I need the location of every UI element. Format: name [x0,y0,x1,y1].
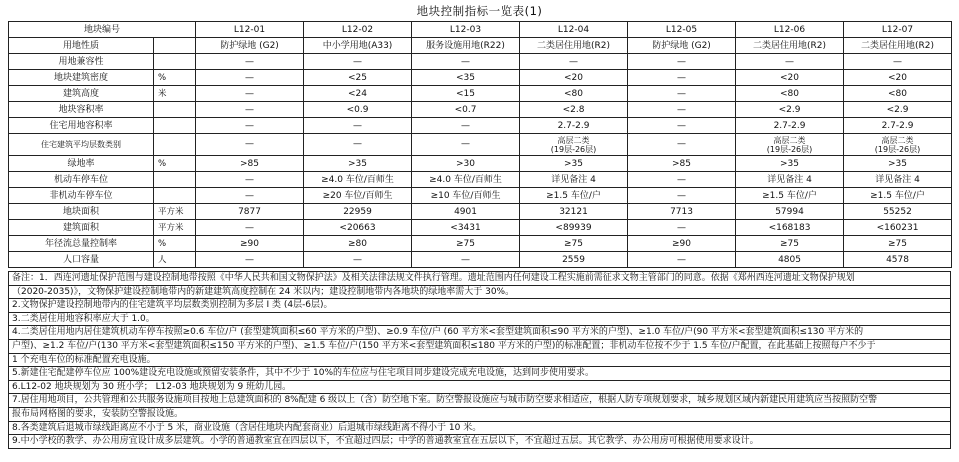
cell-value: 详见备注 4 [736,172,844,188]
cell-value: <80 [844,86,952,102]
cell-value: — [304,134,412,156]
cell-value: 55252 [844,204,952,220]
cell-value-line: 高层二类 [881,135,914,145]
note-line: 2.文物保护建设控制地带内的住宅建筑平均层数类别控制为多层 I 类 (4层-6层)。 [9,299,950,313]
cell-value: 二类居住用地(R2) [520,38,628,54]
row-label: 用地性质 [9,38,154,54]
note-line: 户型)、≥1.2 车位/户(130 平方米<套型建筑面积≤150 平方米的户型)、≥1.5 车位/户(150 平方米<套型建筑面积≤180 平方米的户型)的标准配置；非机动车位按不少于 1.5 车位/户配置，在此基础上按照每户不少于 [9,340,950,354]
cell-value: <0.7 [412,102,520,118]
cell-value: <25 [304,70,412,86]
note-line: 报布局网格图的要求，安装防空警报设施。 [9,408,950,422]
cell-value: 防护绿地 (G2) [628,38,736,54]
row-unit [154,188,196,204]
cell-value: ≥4.0 车位/百师生 [412,172,520,188]
row-unit: 人 [154,252,196,268]
cell-value-line: 高层二类 [557,135,590,145]
table-row [9,134,952,156]
table-row [9,252,952,268]
header-label: 地块编号 [9,22,196,38]
row-unit [154,38,196,54]
table-row [9,204,952,220]
cell-value: <2.9 [736,102,844,118]
header-col: L12-06 [736,22,844,38]
row-unit [154,118,196,134]
cell-value: — [628,220,736,236]
cell-value: — [196,118,304,134]
cell-value: — [628,70,736,86]
table-row [9,156,952,172]
table-row [9,118,952,134]
row-label: 地块建筑密度 [9,70,154,86]
note-line: 1 个充电车位的标准配置充电设施。 [9,354,950,368]
row-label: 非机动车停车位 [9,188,154,204]
cell-value: 详见备注 4 [844,172,952,188]
cell-value: <0.9 [304,102,412,118]
cell-value: ≥90 [628,236,736,252]
row-label: 地块容积率 [9,102,154,118]
cell-value: — [628,172,736,188]
cell-value: — [196,70,304,86]
table-row [9,102,952,118]
note-line: 9.中小学校的教学、办公用房宜设计成多层建筑。小学的普通教室宜在四层以下，不宜超过四层；中学的普通教室宜在五层以下，不宜超过五层。其它教学、办公用房可根据使用要求设计。 [12,436,759,447]
cell-value: <20 [844,70,952,86]
cell-value: — [304,54,412,70]
cell-value: — [628,102,736,118]
cell-value [520,134,628,156]
cell-value: 7877 [196,204,304,220]
cell-value: — [628,54,736,70]
cell-value: — [628,188,736,204]
note-line: 4.二类居住用地内居住建筑机动车停车按照≥0.6 车位/户 (套型建筑面积≤60 平方米的户型)、≥0.9 车位/户 (60 平方米<套型建筑面积≤90 平方米的户型)、≥1.0 车位/户(90 平方米<套型建筑面积≤130 平方米的 [9,326,950,340]
control-indicator-table [8,21,952,268]
cell-value: — [520,54,628,70]
cell-value: >35 [304,156,412,172]
cell-value: 二类居住用地(R2) [736,38,844,54]
cell-value: 中小学用地(A33) [304,38,412,54]
cell-value: ≥75 [412,236,520,252]
table-body [9,22,952,268]
table-row [9,54,952,70]
cell-value: 服务设施用地(R22) [412,38,520,54]
row-unit [154,54,196,70]
cell-value: ≥90 [196,236,304,252]
cell-value: 57994 [736,204,844,220]
cell-value: — [412,134,520,156]
cell-value: <35 [412,70,520,86]
note-line: 3.二类居住用地容积率应大于 1.0。 [9,313,950,327]
cell-value: <160231 [844,220,952,236]
cell-value: — [196,188,304,204]
row-unit [154,172,196,188]
cell-value: <80 [520,86,628,102]
cell-value: >35 [520,156,628,172]
cell-value: ≥75 [736,236,844,252]
row-label: 建筑面积 [9,220,154,236]
cell-value-line: (19层-26层) [766,144,813,154]
row-unit [154,134,196,156]
row-label: 绿地率 [9,156,154,172]
cell-value: 防护绿地 (G2) [196,38,304,54]
cell-value: 32121 [520,204,628,220]
row-label: 建筑高度 [9,86,154,102]
header-col: L12-04 [520,22,628,38]
header-col: L12-07 [844,22,952,38]
cell-value: ≥1.5 车位/户 [520,188,628,204]
row-label: 住宅用地容积率 [9,118,154,134]
table-row [9,172,952,188]
cell-value: 22959 [304,204,412,220]
header-row [9,22,952,38]
cell-value: — [196,134,304,156]
cell-value: 4578 [844,252,952,268]
header-col: L12-01 [196,22,304,38]
cell-value: <20 [520,70,628,86]
header-col: L12-02 [304,22,412,38]
table-title: 地块控制指标一览表(1) [416,4,543,18]
cell-value: — [628,252,736,268]
cell-value: — [196,54,304,70]
cell-value: — [196,86,304,102]
cell-value [736,134,844,156]
cell-value: 2.7-2.9 [520,118,628,134]
row-unit: % [154,70,196,86]
cell-value: <15 [412,86,520,102]
cell-value: ≥75 [844,236,952,252]
note-line: 5.新建住宅配建停车位应 100%建设充电设施或预留安装条件，其中不少于 10%的车位应与住宅项目同步建设完成充电设施，达到同步使用要求。 [9,367,950,381]
cell-value: >85 [196,156,304,172]
cell-value: — [628,118,736,134]
cell-value: >35 [844,156,952,172]
cell-value: <89939 [520,220,628,236]
table-row [9,188,952,204]
cell-value: — [196,252,304,268]
cell-value: — [196,220,304,236]
cell-value: ≥10 车位/百师生 [412,188,520,204]
row-label: 地块面积 [9,204,154,220]
cell-value: <2.9 [844,102,952,118]
cell-value: — [844,54,952,70]
row-label: 机动车停车位 [9,172,154,188]
cell-value: 7713 [628,204,736,220]
note-line: 6.L12-02 地块规划为 30 班小学； L12-03 地块规划为 9 班幼儿园。 [9,381,950,395]
cell-value: ≥20 车位/百师生 [304,188,412,204]
cell-value: <20 [736,70,844,86]
table-row [9,38,952,54]
table-row [9,86,952,102]
row-unit: % [154,156,196,172]
cell-value: ≥80 [304,236,412,252]
row-unit: 平方米 [154,220,196,236]
cell-value: — [304,118,412,134]
cell-value: 2.7-2.9 [844,118,952,134]
row-label: 年径流总量控制率 [9,236,154,252]
cell-value: — [628,134,736,156]
table-row [9,220,952,236]
cell-value: — [412,118,520,134]
cell-value: <24 [304,86,412,102]
cell-value: >85 [628,156,736,172]
row-label: 住宅建筑平均层数类别 [9,134,154,156]
table-row [9,70,952,86]
cell-value-line: (19层-26层) [874,144,921,154]
cell-value: ≥1.5 车位/户 [736,188,844,204]
cell-value: 2.7-2.9 [736,118,844,134]
row-unit: 平方米 [154,204,196,220]
row-unit: 米 [154,86,196,102]
table-row [9,236,952,252]
cell-value-line: 高层二类 [773,135,806,145]
cell-value: >35 [736,156,844,172]
cell-value: <2.8 [520,102,628,118]
row-label: 用地兼容性 [9,54,154,70]
row-unit: % [154,236,196,252]
cell-value: 4805 [736,252,844,268]
notes-block [8,271,951,449]
cell-value-line: (19层-26层) [550,144,597,154]
cell-value: — [196,102,304,118]
cell-value: 二类居住用地(R2) [844,38,952,54]
cell-value: — [736,54,844,70]
cell-value: <3431 [412,220,520,236]
cell-value: — [304,252,412,268]
cell-value [844,134,952,156]
cell-value: 2559 [520,252,628,268]
header-col: L12-03 [412,22,520,38]
cell-value: ≥75 [520,236,628,252]
note-line: 7.居住用地项目，公共管理和公共服务设施项目按地上总建筑面积的 8%配建 6 级以上（含）防空地下室。防空警报设施应与城市防空要求相适应，根据人防专项规划要求，城乡规划区域内新建民用建筑应当按照防空警 [9,394,950,408]
header-col: L12-05 [628,22,736,38]
cell-value: <80 [736,86,844,102]
cell-value: 4901 [412,204,520,220]
cell-value: — [412,252,520,268]
cell-value: ≥1.5 车位/户 [844,188,952,204]
cell-value: — [196,172,304,188]
cell-value: <20663 [304,220,412,236]
cell-value: <168183 [736,220,844,236]
cell-value: >30 [412,156,520,172]
cell-value: ≥4.0 车位/百师生 [304,172,412,188]
cell-value: — [412,54,520,70]
cell-value: — [628,86,736,102]
row-unit [154,102,196,118]
note-line: （2020-2035)》，文物保护建设控制地带内的新建建筑高度控制在 24 米以内；建设控制地带内各地块的绿地率需大于 30%。 [9,286,950,300]
cell-value: 详见备注 4 [520,172,628,188]
note-line: 8.各类建筑后退城市绿线距离应不小于 5 米，商业设施（含居住地块内配套商业）后退城市绿线距离不得小于 10 米。 [9,422,950,436]
note-line: 备注：1．西连河遗址保护范围与建设控制地带按照《中华人民共和国文物保护法》及相关法律法规文件执行管理。遗址范围内任何建设工程实施前需征求文物主管部门的同意。依据《郑州西连河遗址文物保护规划 [9,272,950,286]
row-label: 人口容量 [9,252,154,268]
